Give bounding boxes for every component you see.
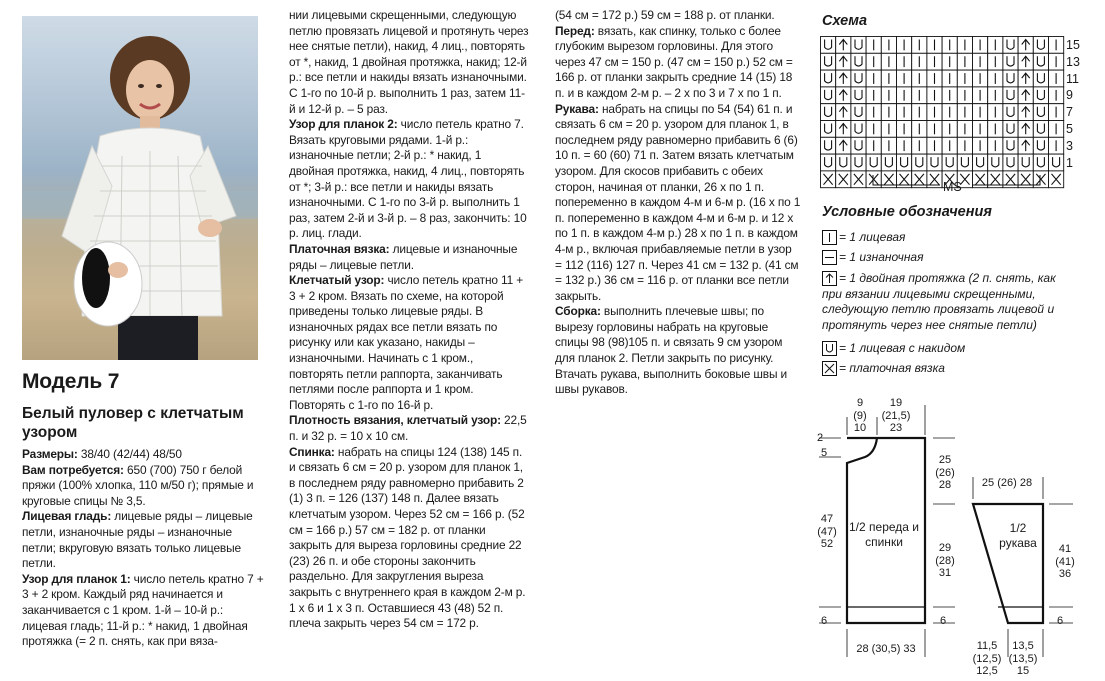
section-heading: Рукава: <box>555 101 599 116</box>
scheme-title: Схема <box>822 13 868 29</box>
section-heading: Платочная вязка: <box>289 241 390 256</box>
chart-cell <box>851 37 866 54</box>
section-text: число петель кратно 7 + 3 + 2 кром. Каждый ряд начинается и заканчивается с 1 кром. 1-й – 10-й р.: лицевая гладь; 11-й р.: * накид, 1 двойная протяжка (= 2 п. снять, как при вяза- <box>22 571 264 649</box>
chart-row-number: 5 <box>1066 122 1073 136</box>
chart-cell <box>957 154 972 171</box>
section-text: 650 (700) 750 г белой пряжи (100% хлопка, 110 м/50 г); прямые и круговые спицы № 3,5. <box>22 462 254 508</box>
chart-cell <box>1018 154 1033 171</box>
purl-stitch-icon <box>822 250 837 265</box>
ms-bracket <box>872 175 1042 187</box>
chart-cell <box>821 70 836 87</box>
double-decrease-icon <box>822 271 837 286</box>
section-text: лицевые ряды – лицевые петли, изнаночные ряды – изнаночные петли; вкруговую вязать только лицевые петли. <box>22 509 253 571</box>
paragraph <box>555 304 801 398</box>
section-heading: Спинка: <box>289 444 335 459</box>
chart-cell <box>1033 154 1048 171</box>
section-text: выполнить плечевые швы; по вырезу горловины набрать на круговые спицы 98 (98)105 п. и связать 9 см узором для планок 2. Петли закрыть по рисунку. Втачать рукава, выполнить боковые швы и швы рукавов. <box>555 304 787 397</box>
chart-cell <box>821 137 836 154</box>
dim-total-length: 47 (47) 52 <box>817 513 837 550</box>
dim-sleeve-band: 6 <box>1057 615 1064 627</box>
chart-cell <box>821 104 836 121</box>
legend-title: Условные обозначения <box>822 204 992 220</box>
chart-cell <box>851 104 866 121</box>
paragraph <box>289 242 529 273</box>
paragraph <box>289 445 529 632</box>
chart-row-number: 9 <box>1066 88 1073 103</box>
chart-cell <box>1003 70 1018 87</box>
section-text: число петель кратно 7. Вязать круговыми рядами. 1-й р.: изнаночные петли; 2-й р.: * накид, 1 двойная протяжка, накид, 4 лиц., повторять от *; 3-й р.: все петли и накиды вязать изнаночными. С 1-го по 3-й р. выполнить 1 раз, затем 2-й и 3-й р. – 8 раз, закончить: 10 р. лиц. глади. <box>289 117 527 241</box>
dim-sleeve-length: 41 (41) 36 <box>1055 543 1075 580</box>
chart-cell <box>851 154 866 171</box>
section-text: лицевые и изнаночные ряды – лицевые петли. <box>289 241 518 272</box>
section-heading: Плотность вязания, клетчатый узор: <box>289 413 501 428</box>
paragraph <box>555 102 801 305</box>
section-text: вязать, как спинку, только с более глубоким вырезом горловины. Для этого через 47 см = 150 р. (47 см = 150 р.) 52 см = 166 р. от планки закрыть средние 14 (15) 18 п. и в каждом 2-м р. – 2 х по 3 и 7 х по 1 п. <box>555 23 793 100</box>
chart-cell <box>1033 53 1048 70</box>
paragraph <box>22 447 267 463</box>
paragraph <box>289 117 529 242</box>
chart-cell <box>942 154 957 171</box>
chart-cell <box>881 154 896 171</box>
chart-cell <box>912 154 927 171</box>
chart-cell <box>973 154 988 171</box>
dim-armhole-height: 25 (26) 28 <box>935 454 955 491</box>
chart-row-number: 7 <box>1066 105 1073 120</box>
chart-cell <box>821 154 836 171</box>
chart-cell <box>1033 70 1048 87</box>
chart-cell <box>821 37 836 54</box>
dim-sleeve-bottom-right: 13,5 (13,5) 15 <box>1008 640 1038 677</box>
dim-side-height: 29 (28) 31 <box>935 542 955 579</box>
chart-cell <box>1003 137 1018 154</box>
section-text: набрать на спицы 124 (138) 145 п. и связать 6 см = 20 р. узором для планок 1, в последнем ряду равномерно прибавить 2 (1) 3 п. = 126 (137) 148 п. Далее вязать клетчатым узором. Через 52 см = 166 р. (52 см = 166 р.) 57 см = 182 р. от планки закрыть для выреза горловины средние 22 (23) 26 п. и обе стороны закончить раздельно. Для закругления выреза закрыть с внутреннего края в каждом 2-м р. 1 х 6 и 1 х 3 п. Оставшиеся 43 (48) 52 п. плеча закрыть через 54 см = 172 р. <box>289 444 526 631</box>
chart-cell <box>1033 121 1048 138</box>
paragraph <box>22 463 267 510</box>
chart-cell <box>1033 37 1048 54</box>
model-photo-illustration <box>22 16 258 360</box>
body-piece-label: 1/2 переда и спинки <box>849 520 919 549</box>
paragraph <box>555 24 801 102</box>
dim-shoulder-width: 19 (21,5) 23 <box>881 397 911 434</box>
dim-band-left: 6 <box>821 615 828 627</box>
ms-label: MS <box>943 180 962 194</box>
section-text: 38/40 (42/44) 48/50 <box>77 447 182 461</box>
chart-cell <box>821 87 836 104</box>
legend-item <box>822 230 1062 246</box>
chart-cell <box>1003 53 1018 70</box>
sleeve-piece-label: 1/2 рукава <box>999 521 1037 550</box>
legend-item <box>822 271 1062 333</box>
paragraph <box>289 8 529 117</box>
chart-row-number: 11 <box>1066 71 1079 86</box>
chart-row-number: 15 <box>1066 38 1080 52</box>
legend-text: = 1 изнаночная <box>839 250 924 264</box>
knit-stitch-icon <box>822 230 837 245</box>
section-text: 22,5 п. и 32 р. = 10 х 10 см. <box>289 413 527 444</box>
chart-cell <box>821 121 836 138</box>
text-column-1 <box>22 447 267 650</box>
dim-bottom-width: 28 (30,5) 33 <box>856 643 916 655</box>
model-subtitle: Белый пуловер с клетчатым узором <box>22 405 244 441</box>
garter-stitch-icon <box>822 361 837 376</box>
dim-neck-drop: 5 <box>821 447 828 459</box>
section-heading: Лицевая гладь: <box>22 509 112 524</box>
chart-cell <box>821 53 836 70</box>
knitting-chart <box>820 36 1066 192</box>
dim-neck-width: 9 (9) 10 <box>853 397 867 434</box>
dim-sleeve-top-width: 25 (26) 28 <box>981 477 1033 489</box>
chart-cell <box>988 154 1003 171</box>
section-text: (54 см = 172 р.) 59 см = 188 р. от планки. <box>555 8 775 22</box>
paragraph <box>289 413 529 444</box>
section-text: нии лицевыми скрещенными, следующую петлю провязать лицевой и протянуть через нее снятые петли), накид, 4 лиц., повторять от *, накид, 1 двойная протяжка, накид; 12-й р.: все петли и накиды вязать изнаночными. С 1-го по 10-й р. выполнить 1 раз, затем 11-й и 12-й р. – 5 раз. <box>289 8 529 116</box>
section-heading: Сборка: <box>555 304 601 319</box>
chart-cell <box>1003 37 1018 54</box>
section-text: набрать на спицы по 54 (54) 61 п. и связать 6 см = 20 р. узором для планок 1, в последнем ряду равномерно прибавить 6 (6) 10 п. = 60 (60) 71 п. Затем вязать клетчатым узором. Для скосов прибавить с обеих сторон, начиная от планки, 26 х по 1 п. попеременно в каждом 4-м и 6-м р. (16 х по 1 п. попеременно в каждом 4-м и 6-м р. и 12 х по 1 п. в каждом 4-м р.) 28 х по 1 п. в каждом 4-м р., включая прибавляемые петли в узор = 112 (116) 127 п. Через 41 см = 132 р. (41 см = 132 р.) 36 см = 116 р. от планки все петли закрыть. <box>555 101 801 303</box>
chart-cell <box>851 137 866 154</box>
paragraph <box>22 572 267 650</box>
chart-cell <box>1033 104 1048 121</box>
chart-cell <box>1049 154 1064 171</box>
knit-with-yarnover-icon <box>822 341 837 356</box>
section-text: число петель кратно 11 + 3 + 2 кром. Вязать по схеме, на которой приведены только лицевые ряды. В изнаночных рядах все петли вязать по рисунку или как указано, накиды – изнаночными. Начинать с 1 кром., повторять петли раппорта, заканчивать петлями после раппорта и 1 кром. Повторять с 1-го по 16-й р. <box>289 273 523 412</box>
section-heading: Размеры: <box>22 447 78 461</box>
paragraph <box>555 8 801 24</box>
paragraph <box>22 509 267 571</box>
chart-cell <box>897 154 912 171</box>
section-heading: Перед: <box>555 23 595 38</box>
chart-cell <box>851 53 866 70</box>
chart-cell <box>927 154 942 171</box>
chart-cell <box>866 154 881 171</box>
chart-cell <box>1003 121 1018 138</box>
chart-cell <box>1003 154 1018 171</box>
chart-row-number: 1 <box>1066 155 1073 170</box>
text-column-3 <box>555 8 801 398</box>
chart-cell <box>836 154 851 171</box>
chart-cell <box>1003 104 1018 121</box>
section-heading: Вам потребуется: <box>22 462 124 477</box>
model-photo <box>22 16 258 360</box>
legend-item <box>822 341 1062 357</box>
text-column-2 <box>289 8 529 632</box>
chart-cell <box>1033 87 1048 104</box>
section-heading: Узор для планок 1: <box>22 571 131 586</box>
chart-cell <box>851 87 866 104</box>
legend-text: = 1 лицевая <box>839 230 906 244</box>
legend-item <box>822 250 1062 266</box>
legend-text: = платочная вязка <box>839 361 945 375</box>
dim-sleeve-bottom-left: 11,5 (12,5) 12,5 <box>972 640 1002 677</box>
paragraph <box>289 273 529 413</box>
chart-row-number: 3 <box>1066 138 1073 153</box>
section-heading: Узор для планок 2: <box>289 117 398 132</box>
chart-row-number: 13 <box>1066 54 1080 69</box>
legend-text: = 1 лицевая с накидом <box>839 341 966 355</box>
chart-cell <box>851 70 866 87</box>
chart-cell <box>1003 87 1018 104</box>
chart-cell <box>1033 137 1048 154</box>
chart-cell <box>851 121 866 138</box>
legend-item <box>822 361 1062 377</box>
dim-band-right: 6 <box>940 615 947 627</box>
dim-neck-top-left: 2 <box>817 432 824 444</box>
legend-text: = 1 двойная протяжка (2 п. снять, как при вязании лицевыми скрещенными, следующую петлю провязать лицевой и протянуть через нее снятые петли) <box>822 271 1056 332</box>
model-title: Модель 7 <box>22 370 120 393</box>
section-heading: Клетчатый узор: <box>289 273 385 288</box>
